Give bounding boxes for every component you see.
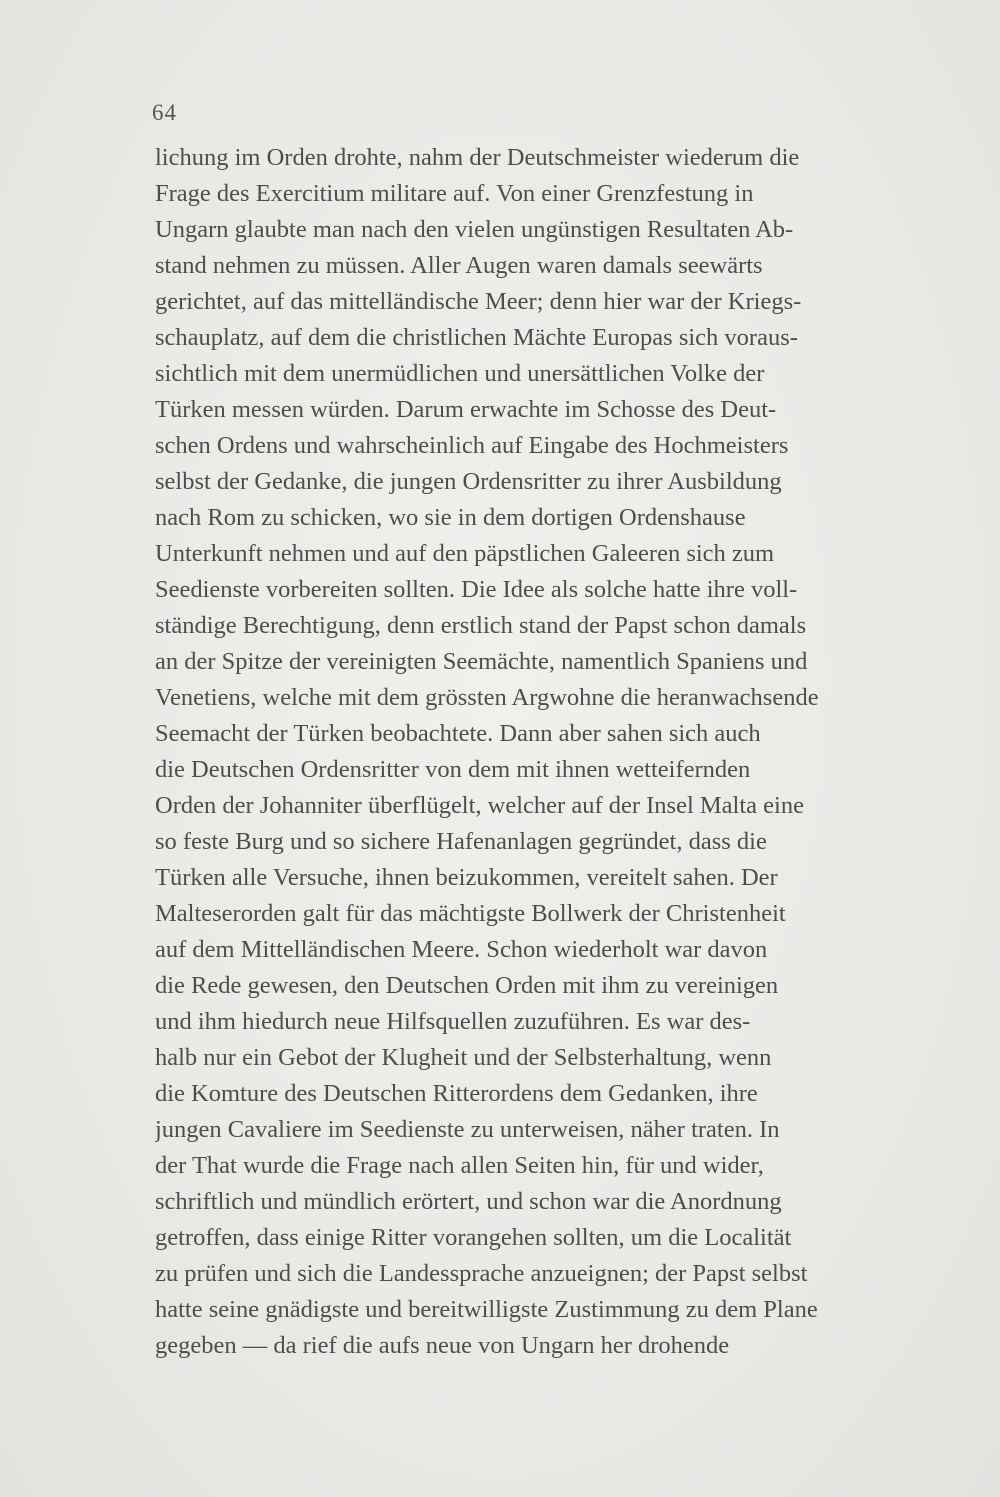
text-line: jungen Cavaliere im Seedienste zu unterweisen, näher traten. In xyxy=(155,1116,780,1143)
text-line: selbst der Gedanke, die jungen Ordensritter zu ihrer Ausbildung xyxy=(155,468,782,495)
text-line: sichtlich mit dem unermüdlichen und unersättlichen Volke der xyxy=(155,360,765,387)
body-text xyxy=(155,140,907,1364)
text-line: und ihm hiedurch neue Hilfsquellen zuzuführen. Es war des- xyxy=(155,1008,751,1035)
text-line: gerichtet, auf das mittelländische Meer; denn hier war der Kriegs- xyxy=(155,288,802,315)
text-line: an der Spitze der vereinigten Seemächte, namentlich Spaniens und xyxy=(155,648,808,675)
text-line: schauplatz, auf dem die christlichen Mächte Europas sich voraus- xyxy=(155,324,798,351)
text-line: hatte seine gnädigste und bereitwilligste Zustimmung zu dem Plane xyxy=(155,1296,818,1323)
text-line: Türken messen würden. Darum erwachte im Schosse des Deut- xyxy=(155,396,777,423)
text-line: Türken alle Versuche, ihnen beizukommen, vereitelt sahen. Der xyxy=(155,864,778,891)
text-line: Frage des Exercitium militare auf. Von einer Grenzfestung in xyxy=(155,180,754,207)
text-line: Seedienste vorbereiten sollten. Die Idee als solche hatte ihre voll- xyxy=(155,576,798,603)
text-line: stand nehmen zu müssen. Aller Augen waren damals seewärts xyxy=(155,252,763,279)
text-line: die Komture des Deutschen Ritterordens dem Gedanken, ihre xyxy=(155,1080,758,1107)
text-line: halb nur ein Gebot der Klugheit und der Selbsterhaltung, wenn xyxy=(155,1044,772,1071)
page-number: 64 xyxy=(152,100,177,125)
text-line: Seemacht der Türken beobachtete. Dann aber sahen sich auch xyxy=(155,720,761,747)
text-line: zu prüfen und sich die Landessprache anzueignen; der Papst selbst xyxy=(155,1260,808,1287)
text-line: nach Rom zu schicken, wo sie in dem dortigen Ordenshause xyxy=(155,504,746,531)
text-line: Unterkunft nehmen und auf den päpstlichen Galeeren sich zum xyxy=(155,540,775,567)
text-line: Malteserorden galt für das mächtigste Bollwerk der Christenheit xyxy=(155,900,786,927)
text-line: Orden der Johanniter überflügelt, welcher auf der Insel Malta eine xyxy=(155,792,804,819)
text-line: so feste Burg und so sichere Hafenanlagen gegründet, dass die xyxy=(155,828,767,855)
text-line: ständige Berechtigung, denn erstlich stand der Papst schon damals xyxy=(155,612,807,639)
text-line: getroffen, dass einige Ritter vorangehen sollten, um die Localität xyxy=(155,1224,792,1251)
text-line: Ungarn glaubte man nach den vielen ungünstigen Resultaten Ab- xyxy=(155,216,794,243)
text-line: lichung im Orden drohte, nahm der Deutschmeister wiederum die xyxy=(155,144,800,171)
text-line: die Deutschen Ordensritter von dem mit ihnen wetteifernden xyxy=(155,756,751,783)
text-line: die Rede gewesen, den Deutschen Orden mit ihm zu vereinigen xyxy=(155,972,779,999)
text-line: Venetiens, welche mit dem grössten Argwohne die heranwachsende xyxy=(155,684,819,711)
text-line: gegeben — da rief die aufs neue von Ungarn her drohende xyxy=(155,1332,730,1359)
text-line: schriftlich und mündlich erörtert, und schon war die Anordnung xyxy=(155,1188,782,1215)
text-line: schen Ordens und wahrscheinlich auf Eingabe des Hochmeisters xyxy=(155,432,789,459)
text-line: der That wurde die Frage nach allen Seiten hin, für und wider, xyxy=(155,1152,764,1179)
text-line: auf dem Mittelländischen Meere. Schon wiederholt war davon xyxy=(155,936,768,963)
